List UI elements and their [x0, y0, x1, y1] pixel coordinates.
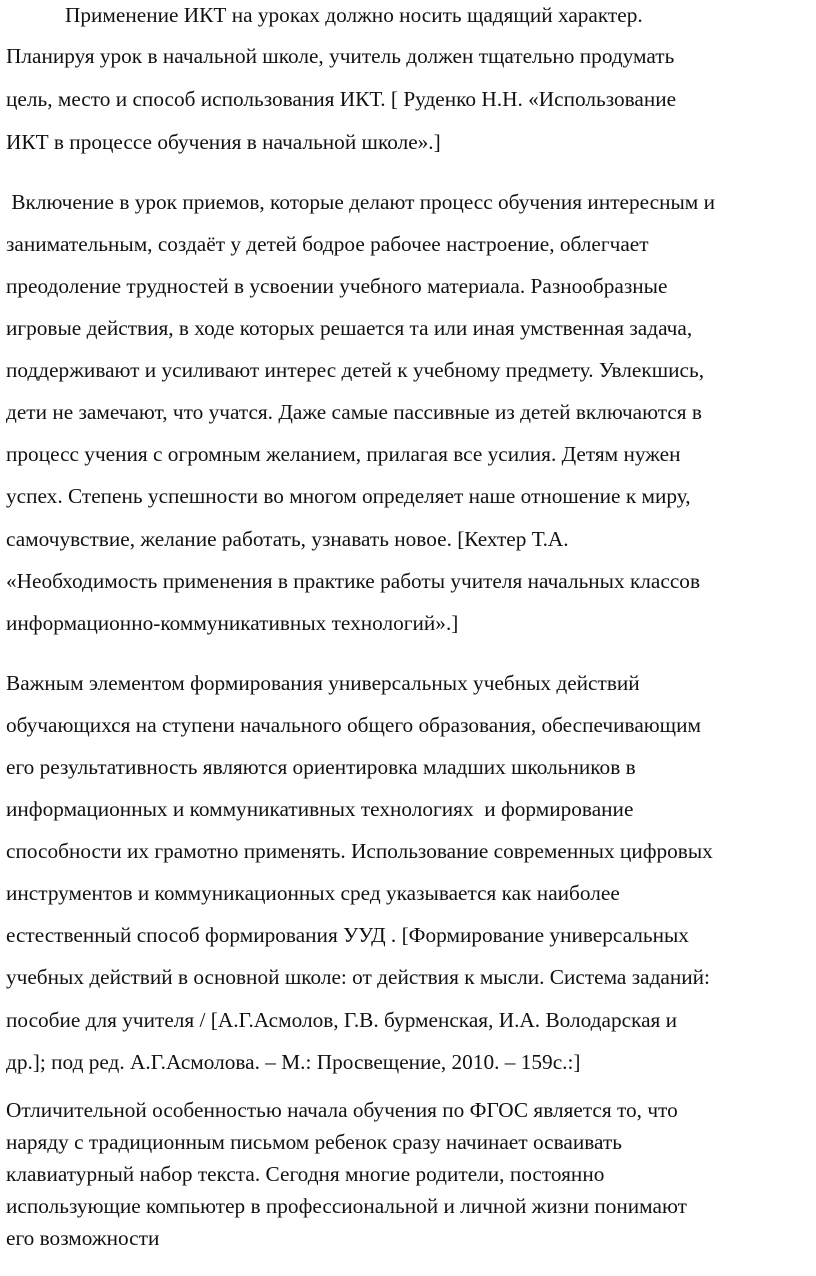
text-line: др.]; под ред. А.Г.Асмолова. – М.: Просвещение, 2010. – 159с.:] [6, 1050, 581, 1074]
text-line: пособие для учителя / [А.Г.Асмолов, Г.В. бурменская, И.А. Володарская и [6, 1008, 678, 1032]
text-line: наряду с традиционным письмом ребенок сразу начинает осваивать [6, 1130, 622, 1154]
text-line: цель, место и способ использования ИКТ. [ Руденко Н.Н. «Использование [6, 87, 677, 111]
text-line: естественный способ формирования УУД . [Формирование универсальных [6, 923, 689, 947]
text-line: Отличительной особенностью начала обучения по ФГОС является то, что [6, 1098, 678, 1122]
text-line: способности их грамотно применять. Использование современных цифровых [6, 839, 713, 863]
text-line: дети не замечают, что учатся. Даже самые пассивные из детей включаются в [6, 400, 702, 424]
text-line: его результативность являются ориентировка младших школьников в [6, 755, 636, 779]
text-line: Применение ИКТ на уроках должно носить щадящий характер. [65, 3, 643, 27]
text-line: самочувствие, желание работать, узнавать новое. [Кехтер Т.А. [6, 527, 569, 551]
text-line: инструментов и коммуникационных сред указывается как наиболее [6, 881, 620, 905]
text-line: преодоление трудностей в усвоении учебного материала. Разнообразные [6, 274, 668, 298]
text-line: его возможности [6, 1226, 160, 1250]
text-line: использующие компьютер в профессиональной и личной жизни понимают [6, 1194, 687, 1218]
text-line: учебных действий в основной школе: от действия к мысли. Система заданий: [6, 965, 710, 989]
text-line: игровые действия, в ходе которых решается та или иная умственная задача, [6, 316, 693, 340]
text-line: процесс учения с огромным желанием, прилагая все усилия. Детям нужен [6, 442, 681, 466]
text-line: Включение в урок приемов, которые делают процесс обучения интересным и [6, 190, 715, 214]
text-line: клавиатурный набор текста. Сегодня многие родители, постоянно [6, 1162, 605, 1186]
text-line: ИКТ в процессе обучения в начальной школе».] [6, 130, 441, 154]
text-line: Планируя урок в начальной школе, учитель должен тщательно продумать [6, 44, 675, 68]
text-line: обучающихся на ступени начального общего образования, обеспечивающим [6, 713, 701, 737]
text-line: информационно-коммуникативных технологий».] [6, 611, 459, 635]
text-line: «Необходимость применения в практике работы учителя начальных классов [6, 569, 700, 593]
text-line: информационных и коммуникативных технологиях и формирование [6, 797, 634, 821]
text-line: успех. Степень успешности во многом определяет наше отношение к миру, [6, 484, 691, 508]
text-line: занимательным, создаёт у детей бодрое рабочее настроение, облегчает [6, 232, 649, 256]
text-line: Важным элементом формирования универсальных учебных действий [6, 671, 640, 695]
text-line: поддерживают и усиливают интерес детей к учебному предмету. Увлекшись, [6, 358, 705, 382]
